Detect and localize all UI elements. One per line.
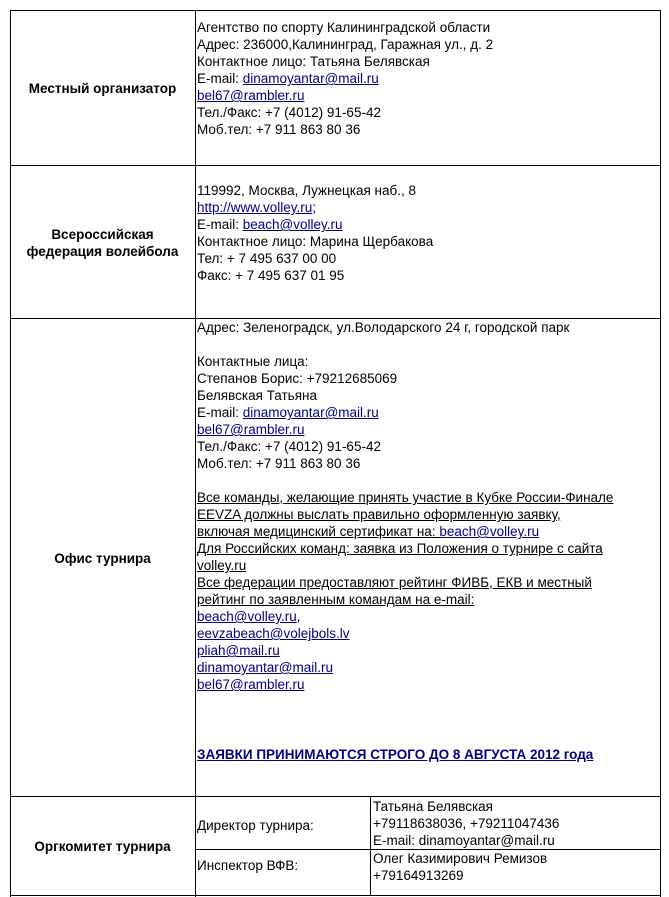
federation-url-line — [197, 199, 657, 216]
org-address: Адрес: 236000,Калининград, Гаражная ул., д. 2 — [197, 37, 494, 52]
office-address: Адрес: Зеленоградск, ул.Володарского 24 г, городской парк — [197, 320, 570, 335]
row-office — [10, 318, 661, 796]
local-organizer-content — [197, 19, 657, 138]
federation-url-link[interactable]: http://www.volley.ru — [197, 200, 313, 215]
federation-label-line2: федерация волейбола — [26, 243, 179, 259]
office-email-line — [197, 404, 657, 421]
notice-1-line-3 — [197, 523, 657, 540]
org-email-line-2 — [197, 87, 657, 104]
rating-email-link[interactable]: beach@volley.ru — [197, 609, 297, 624]
table-left-border — [10, 10, 11, 897]
office-email-line-2 — [197, 421, 657, 438]
inspector-details — [373, 850, 547, 884]
blank-line — [197, 336, 657, 353]
blank-line — [197, 710, 657, 727]
org-phone: Тел./Факс: +7 (4012) 91-65-42 — [197, 105, 381, 120]
notice-3-line-2: рейтинг по заявленным командам на e-mail: — [197, 592, 475, 607]
blank-line — [197, 693, 657, 710]
federation-label — [10, 166, 195, 319]
email-prefix: E-mail: — [197, 405, 243, 420]
url-suffix: ; — [312, 200, 317, 215]
contact-person-1: Степанов Борис: +79212685069 — [197, 371, 398, 386]
contacts-heading: Контактные лица: — [197, 354, 309, 369]
director-email: E-mail: dinamoyantar@mail.ru — [373, 833, 555, 848]
table-right-border — [660, 10, 661, 897]
notice-3-line-1: Все федерации предоставляют рейтинг ФИВБ, ЕКВ и местный — [197, 575, 592, 590]
deadline-notice: ЗАЯВКИ ПРИНИМАЮТСЯ СТРОГО ДО 8 АВГУСТА 2012 года — [197, 747, 594, 762]
rating-email-item — [197, 608, 657, 625]
federation-contact: Контактное лицо: Марина Щербакова — [197, 234, 434, 249]
local-organizer-label: Местный организатор — [28, 81, 177, 96]
federation-tel: Тел: + 7 495 637 00 00 — [197, 251, 337, 266]
federation-content — [197, 182, 657, 284]
orgcommittee-label: Оргкомитет турнира — [34, 838, 171, 854]
row-orgcommittee — [10, 796, 661, 896]
email-prefix: E-mail: — [197, 217, 243, 232]
rating-email-item — [197, 642, 657, 659]
row-local-organizer — [10, 10, 661, 165]
blank-line — [197, 472, 657, 489]
email-prefix: E-mail: — [197, 71, 243, 86]
org-email-link-1[interactable]: dinamoyantar@mail.ru — [242, 71, 379, 86]
notice-1-email-link[interactable]: beach@volley.ru — [439, 524, 540, 539]
label-column-divider — [195, 10, 196, 897]
rating-email-link[interactable]: dinamoyantar@mail.ru — [197, 660, 334, 675]
rating-email-item — [197, 659, 657, 676]
blank-line — [197, 727, 657, 744]
notice-2-line-1: Для Российских команд: заявка из Положения о турнире с сайта — [197, 541, 603, 556]
inspector-name: Олег Казимирович Ремизов — [373, 851, 548, 866]
rating-email-link[interactable]: eevzabeach@volejbols.lv — [197, 626, 350, 641]
federation-email-link[interactable]: beach@volley.ru — [242, 217, 343, 232]
rating-email-item — [197, 625, 657, 642]
rating-email-link[interactable]: pliah@mail.ru — [197, 643, 280, 658]
office-mobile: Моб.тел: +7 911 863 80 36 — [197, 456, 361, 471]
director-details — [373, 798, 559, 849]
rating-email-item — [197, 676, 657, 693]
org-email-line — [197, 70, 657, 87]
org-name: Агентство по спорту Калининградской области — [197, 20, 491, 35]
rating-email-link[interactable]: bel67@rambler.ru — [197, 677, 305, 692]
inspector-label: Инспектор ВФВ: — [197, 858, 299, 873]
federation-address: 119992, Москва, Лужнецкая наб., 8 — [197, 183, 417, 198]
federation-email-line — [197, 216, 657, 233]
director-name: Татьяна Белявская — [373, 799, 493, 814]
notice-1-line-1: Все команды, желающие принять участие в Кубке России-Финале — [197, 490, 614, 505]
inspector-phone: +79164913269 — [373, 868, 464, 883]
notice-1-line-2: EEVZA должны выслать правильно оформленную заявку, — [197, 507, 561, 522]
list-suffix: , — [296, 609, 301, 624]
federation-fax: Факс: + 7 495 637 01 95 — [197, 268, 345, 283]
notice-1-text: включая медицинский сертификат на: — [197, 524, 440, 539]
org-contact: Контактное лицо: Татьяна Белявская — [197, 54, 430, 69]
office-phone: Тел./Факс: +7 (4012) 91-65-42 — [197, 439, 381, 454]
org-email-link-2[interactable]: bel67@rambler.ru — [197, 88, 305, 103]
office-content — [197, 319, 657, 763]
sub-column-divider — [370, 797, 371, 895]
office-label: Офис турнира — [54, 550, 151, 566]
director-phones: +79118638036, +79211047436 — [373, 816, 560, 831]
director-label: Директор турнира: — [197, 818, 314, 833]
federation-label-line1: Всероссийская — [51, 226, 154, 242]
office-email-link-1[interactable]: dinamoyantar@mail.ru — [242, 405, 379, 420]
office-email-link-2[interactable]: bel67@rambler.ru — [197, 422, 305, 437]
notice-2-line-2: volley.ru — [197, 558, 247, 573]
contact-person-2: Белявская Татьяна — [197, 388, 317, 403]
org-mobile: Моб.тел: +7 911 863 80 36 — [197, 122, 361, 137]
row-federation — [10, 165, 661, 318]
